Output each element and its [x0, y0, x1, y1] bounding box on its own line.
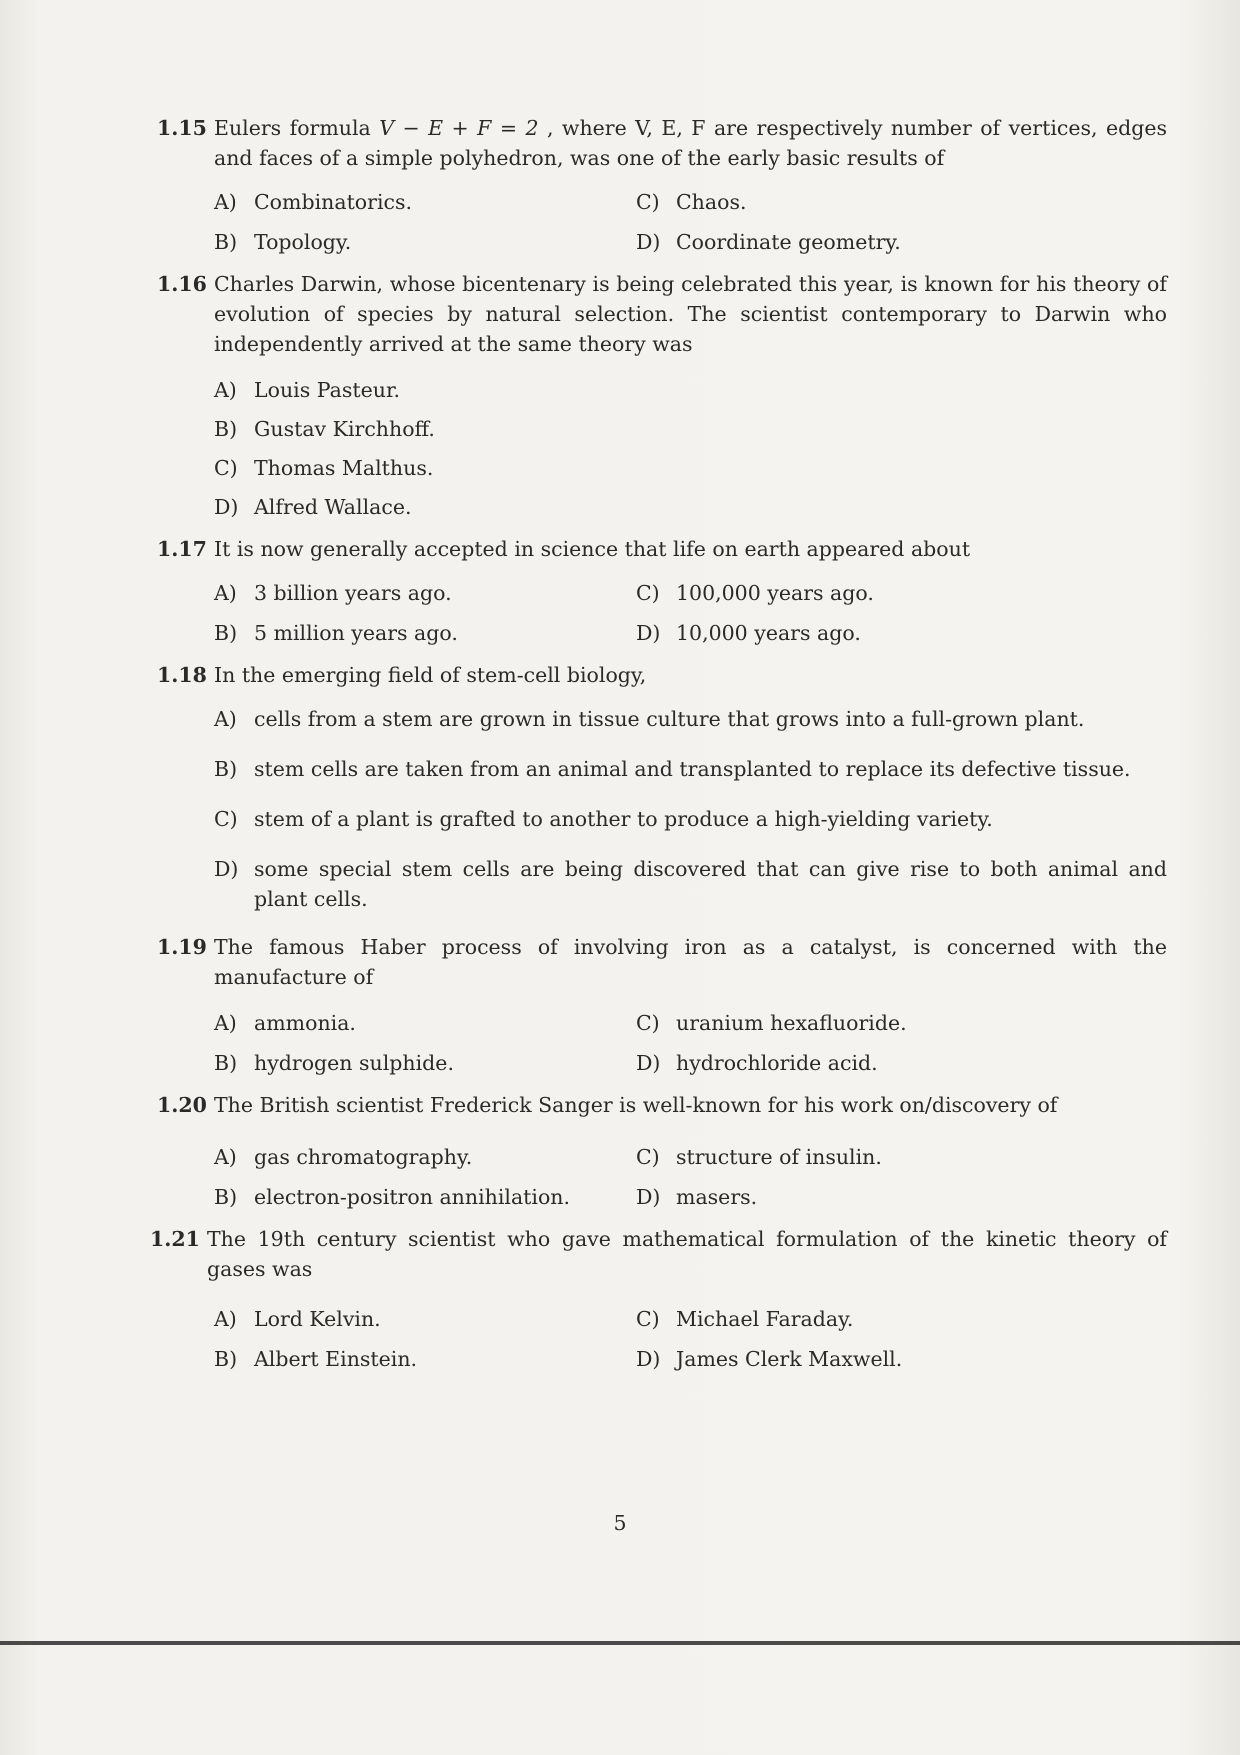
option-c[interactable]: C) Michael Faraday.	[636, 1307, 854, 1331]
option-d[interactable]: D) James Clerk Maxwell.	[636, 1347, 903, 1371]
question-text: It is now generally accepted in science that life on earth appeared about	[214, 537, 971, 561]
option-d[interactable]: D) Alfred Wallace.	[214, 495, 412, 519]
options	[214, 1008, 1167, 1078]
option-b[interactable]: B) hydrogen sulphide.	[214, 1051, 454, 1075]
option-c[interactable]: C) structure of insulin.	[636, 1145, 882, 1169]
option-a[interactable]: A) gas chromatography.	[214, 1145, 473, 1169]
option-c[interactable]: C) stem of a plant is grafted to another to produce a high-yielding variety.	[214, 807, 993, 831]
option-b[interactable]: B) Topology.	[214, 230, 352, 254]
question-text: The British scientist Frederick Sanger is well-known for his work on/discovery of	[214, 1093, 1058, 1117]
option-b[interactable]: B) electron-positron annihilation.	[214, 1185, 571, 1209]
question-text: The famous Haber process of involving iron as a catalyst, is concerned with the manufacture of	[214, 935, 1167, 989]
question-text: In the emerging field of stem-cell biology,	[214, 663, 647, 687]
page-bottom-rule	[0, 1641, 1240, 1645]
question-1-17	[155, 534, 1167, 648]
options	[214, 704, 1167, 914]
question-1-15	[155, 113, 1167, 257]
question-text: Eulers formula V − E + F = 2 , where V, E, F are respectively number of vertices, edges and faces of a simple polyhedron, was one of the early basic results of	[214, 116, 1168, 170]
option-c[interactable]: C) Chaos.	[636, 190, 747, 214]
question-1-19	[155, 932, 1167, 1078]
option-d[interactable]: D) masers.	[636, 1185, 758, 1209]
option-d[interactable]: D) Coordinate geometry.	[636, 230, 901, 254]
option-b[interactable]: B) 5 million years ago.	[214, 621, 458, 645]
option-d[interactable]: D) some special stem cells are being discovered that can give rise to both animal and plant cells.	[214, 857, 1167, 911]
question-text: The 19th century scientist who gave mathematical formulation of the kinetic theory of gases was	[207, 1227, 1167, 1281]
option-c[interactable]: C) Thomas Malthus.	[214, 456, 434, 480]
page-number: 5	[613, 1511, 627, 1535]
question-number: 1.20	[157, 1093, 207, 1117]
question-number: 1.19	[157, 935, 207, 959]
option-d[interactable]: D) hydrochloride acid.	[636, 1051, 878, 1075]
option-c[interactable]: C) uranium hexafluoride.	[636, 1011, 907, 1035]
option-d[interactable]: D) 10,000 years ago.	[636, 621, 861, 645]
option-a[interactable]: A) 3 billion years ago.	[214, 581, 452, 605]
option-a[interactable]: A) Lord Kelvin.	[214, 1307, 381, 1331]
options	[214, 1304, 1167, 1374]
options	[214, 578, 1167, 648]
question-1-16	[155, 269, 1167, 522]
option-a[interactable]: A) ammonia.	[214, 1011, 356, 1035]
options	[214, 1142, 1167, 1212]
question-1-20	[155, 1090, 1167, 1212]
question-number: 1.17	[157, 537, 207, 561]
option-b[interactable]: B) stem cells are taken from an animal and transplanted to replace its defective tissue.	[214, 757, 1131, 781]
question-1-18	[155, 660, 1167, 914]
option-a[interactable]: A) Combinatorics.	[214, 190, 413, 214]
options	[214, 375, 1167, 522]
option-a[interactable]: A) Louis Pasteur.	[214, 378, 401, 402]
question-number: 1.15	[157, 116, 207, 140]
question-number: 1.21	[150, 1227, 200, 1251]
option-b[interactable]: B) Gustav Kirchhoff.	[214, 417, 435, 441]
question-number: 1.16	[157, 272, 207, 296]
option-b[interactable]: B) Albert Einstein.	[214, 1347, 418, 1371]
options	[214, 187, 1167, 257]
question-list	[150, 113, 1168, 1374]
option-c[interactable]: C) 100,000 years ago.	[636, 581, 874, 605]
question-1-21	[148, 1224, 1167, 1374]
question-text: Charles Darwin, whose bicentenary is being celebrated this year, is known for his theory of evolution of species by natural selection. The scientist contemporary to Darwin who independently arrived at the same theory was	[214, 272, 1167, 356]
euler-formula: V − E + F = 2	[379, 116, 539, 140]
question-number: 1.18	[157, 663, 207, 687]
option-a[interactable]: A) cells from a stem are grown in tissue culture that grows into a full-grown plant.	[214, 707, 1085, 731]
